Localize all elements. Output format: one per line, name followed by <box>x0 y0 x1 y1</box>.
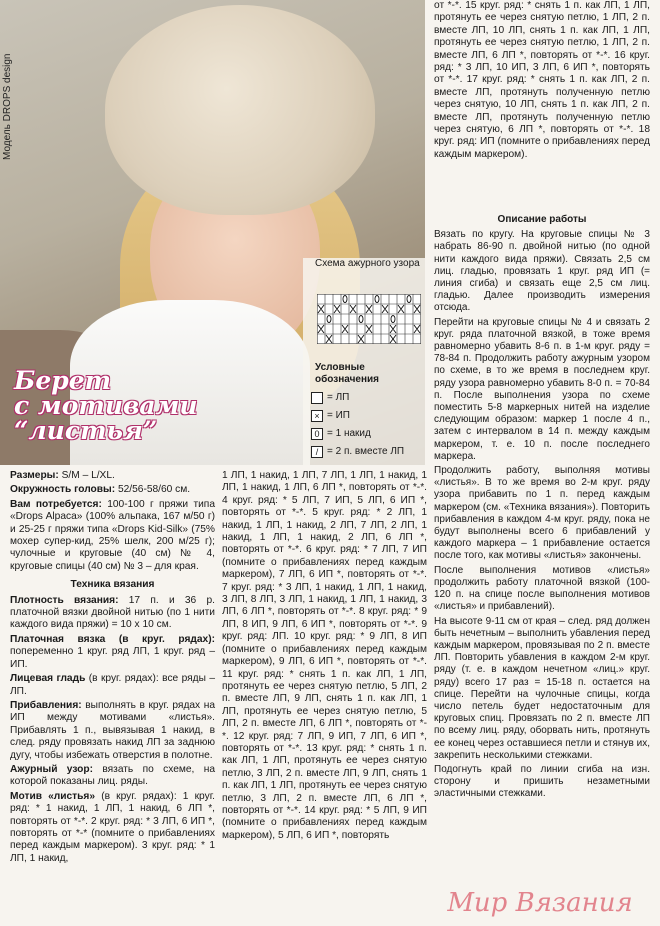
legend-item <box>311 428 371 440</box>
instructions-paragraph: После выполнения мотивов «листья» продолжить работу платочной вязкой (100-120 п. на спице после выполнения мотивов «листья» и прибавлений). <box>434 564 650 613</box>
legend-text: = ЛП <box>327 392 350 403</box>
instructions-paragraph: Перейти на круговые спицы № 4 и связать 2 круг. ряда платочной вязкой, в тоже время равномерно убавить 8-6 п. в 1-м круг. ряду = 78-84 п. Продолжить работу ажурным узором по схеме, в то же время в последнем круг. ряду узора равномерно убавить 8-0 п. = 70-84 п. После выполнения узора по схеме поместить 5-8 маркерных нитей на изделие следующим образом: маркер 1 после 4 п., затем с интервалом в 14 п. между каждым маркером, т. е. 10 п. после последнего маркера. <box>434 316 650 462</box>
yarn-over-symbol: 0 <box>311 428 323 440</box>
title-line: “листья” <box>14 416 158 445</box>
head-line: Окружность головы: 52/56-58/60 см. <box>10 484 191 496</box>
beret <box>105 5 375 215</box>
stockinette-line: Лицевая гладь (в круг. рядах): все ряды – ЛП. <box>10 673 215 697</box>
garter-line: Платочная вязка (в круг. рядах): попеременно 1 круг. ряд ЛП, 1 круг. ряд – ИП. <box>10 633 215 670</box>
legend-text: = 1 накид <box>327 428 371 439</box>
watermark: Мир Вязания <box>447 888 633 918</box>
legend-text: = 2 п. вместе ЛП <box>327 446 405 457</box>
k2tog-symbol: / <box>311 446 323 458</box>
legend-item <box>311 410 350 422</box>
instructions-paragraph: На высоте 9-11 см от края – след. ряд должен быть нечетным – выполнить убавления перед каждым маркером, провязывая по 2 п. вместе ЛП. Повторить убавления в каждом 2-м круг. ряду (т. е. в каждом нечетном «лиц.» круг. ряду) всего 17 раз = 15-18 п. остается на спице. Перейти на чулочные спицы, когда число петель будет недостаточным для круговых спиц. Провязать по 2 п. вместе ЛП по всему лиц. ряду, оборвать нить, протянуть ее конец через оставшиеся петли и стянув их, закрепить несколькими стежками. <box>434 615 650 761</box>
increase-line: Прибавления: выполнять в круг. рядах на ИП между мотивами «листья». Прибавлять 1 п., вывязывая 1 накид, в след. ряду провязать накид ЛП за заднюю дугу, чтобы избежать отверстия в полотне. <box>10 699 215 761</box>
purl-symbol: × <box>311 410 323 422</box>
chart-grid <box>317 294 421 344</box>
materials-column <box>10 470 215 867</box>
sizes-line: Размеры: S/M – L/XL. <box>10 470 115 481</box>
motif-line: Мотив «листья» (в круг. рядах): 1 круг. ряд: * 1 накид, 1 ЛП, 1 накид, 6 ЛП *, повторять от *-*. 2 круг. ряд: * 3 ЛП, 6 ИП *, повторять от *-* (помните о прибавлениях перед каждым маркером). 3 круг. ряд: * 1 ЛП, 1 накид, <box>10 790 215 864</box>
materials-line: Вам потребуется: 100-100 г пряжи типа «Drops Alpaca» (100% альпака, 167 м/50 г) и 25-25 г пряжи типа «Drops Kid-Silk» (75% мохер супер-кид, 25% шелк, 200 м/25 г); чулочные и круговые (40 см) № 4, круговые спицы (40 см) № 3 – для края. <box>10 498 215 572</box>
legend-title: Условные обозначения <box>315 362 379 385</box>
model-credit: Модель DROPS design <box>2 53 13 160</box>
rows-continued <box>434 0 650 163</box>
density-line: Плотность вязания: 17 п. и 36 р. платочной вязки двойной нитью (по 1 нити каждого вида пряжи) = 10 x 10 см. <box>10 594 215 631</box>
pattern-title <box>14 368 204 443</box>
title-line: Берет <box>14 366 112 395</box>
rows-text: 1 ЛП, 1 накид, 1 ЛП, 7 ЛП, 1 ЛП, 1 накид, 1 ЛП, 1 накид, 1 ЛП, 6 ЛП *, повторять от *-*. 4 круг. ряд: * 5 ЛП, 7 ИП, 5 ЛП, 6 ИП *, повторять от *-*. 5 круг. ряд: * 2 ЛП, 1 накид, 1 ЛП, 1 накид, 2 ЛП, 7 ЛП, 2 ЛП, 1 накид, 1 ЛП, 1 накид, 2 ЛП, 6 ЛП *, повторять от *-*. 6 круг. ряд: * 7 ЛП, 7 ИП (помните о прибавлениях перед каждым маркером), 7 ЛП, 6 ИП *, повторять от *-*. 7 круг. ряд: * 3 ЛП, 1 накид, 1 ЛП, 1 накид, 3 ЛП, 8 ЛП, 3 ЛП, 1 накид, 1 ЛП, 1 накид, 3 ЛП, 6 ЛП *, повторять от *-*. 8 круг. ряд: * 9 ЛП, 8 ИП, 9 ЛП, 6 ИП *, повторять от *-*. 9 круг. ряд: ЛП. 10 круг. ряд: * 9 ЛП, 8 ИП (помните о прибавлениях перед каждым маркером), 9 ЛП, 6 ИП *, повторять от *-*. 11 круг. ряд: * снять 1 п. как ЛП, 1 ЛП, протянуть ее через снятую петлю, 5 ЛП, 2 п. вместе ЛП, 9 ЛП, снять 1 п. как ЛП, 1 ЛП, протянуть ее через снятую петлю, 5 ЛП, 2 п. вместе ЛП, 6 ЛП *, повторять от *-*. 12 круг. ряд: 7 ЛП, 9 ИП, 7 ЛП, 6 ИП *, повторять от *-*. 13 круг. ряд: * снять 1 п. как ЛП, 1 ЛП, протянуть ее через снятую петлю, 3 ЛП, 2 п. вместе ЛП, 9 ЛП, снять 1 п. как ЛП, 1 ЛП, протянуть ее через снятую петлю, 3 ЛП, 2 п. вместе ЛП, 6 ЛП *, повторять от *-*. 14 круг. ряд: * 5 ЛП, 9 ИП (помните о прибавлениях перед каждым маркером), 5 ЛП, 6 ИП *, повторять <box>222 470 427 841</box>
knit-symbol <box>311 392 323 404</box>
rows-text-continued: от *-*. 15 круг. ряд: * снять 1 п. как ЛП, 1 ЛП, протянуть ее через снятую петлю, 1 ЛП, 2 п. вместе ЛП, 10 ЛП, снять 1 п. как ЛП, 1 ЛП, протянуть ее через снятую петлю, 1 ЛП, 2 п. вместе ЛП, 6 ЛП *, повторять от *-*. 16 круг. ряд: * 3 ЛП, 10 ИП, 3 ЛП, 6 ИП *, повторять от *-*. 17 круг. ряд: * снять 1 п. как ЛП, 2 п. вместе ЛП, протянуть полученную петлю через снятую, 10 ЛП, снять 1 п. как ЛП, 2 п. вместе ЛП, протянуть полученную петлю через снятую, 6 ЛП *, повторять от *-*. 18 круг. ряд: ИП (помните о прибавлениях перед каждым маркером). <box>434 0 650 160</box>
lace-chart <box>303 258 425 465</box>
instructions-paragraph: Вязать по кругу. На круговые спицы № 3 набрать 86-90 п. двойной нитью (по одной нити каждого вида пряжи). Связать 2,5 см лиц. гладью, провязать 1 круг. ряд ИП (= линия сгиба) и связать еще 2,5 см лиц. гладью. Далее производить измерения отсюда. <box>434 229 650 314</box>
lace-line: Ажурный узор: вязать по схеме, на которой показаны лиц. ряды. <box>10 763 215 788</box>
legend-text: = ИП <box>327 410 350 421</box>
legend-item <box>311 446 404 458</box>
instructions-paragraph: Подогнуть край по линии сгиба на изн. сторону и пришить незаметными эластичными стежками. <box>434 763 650 800</box>
instructions-heading: Описание работы <box>497 214 587 225</box>
rows-column <box>222 470 427 844</box>
instructions-column <box>434 208 650 803</box>
title-line: с мотивами <box>14 391 198 420</box>
chart-title: Схема ажурного узора <box>315 258 420 269</box>
instructions-paragraph: Продолжить работу, выполняя мотивы «листья». В то же время во 2-м круг. ряду узора прибавить по 1 п. перед каждым маркером (см. «Техника вязания»). Повторить прибавления в каждом 4-м круг. ряду, пока не будут выполнены всего 6 прибавлений у каждого маркера – 1 прибавление остается после того, как мотивы «листья» закончены. <box>434 465 650 562</box>
legend-item <box>311 392 349 404</box>
technique-heading: Техника вязания <box>70 579 155 591</box>
